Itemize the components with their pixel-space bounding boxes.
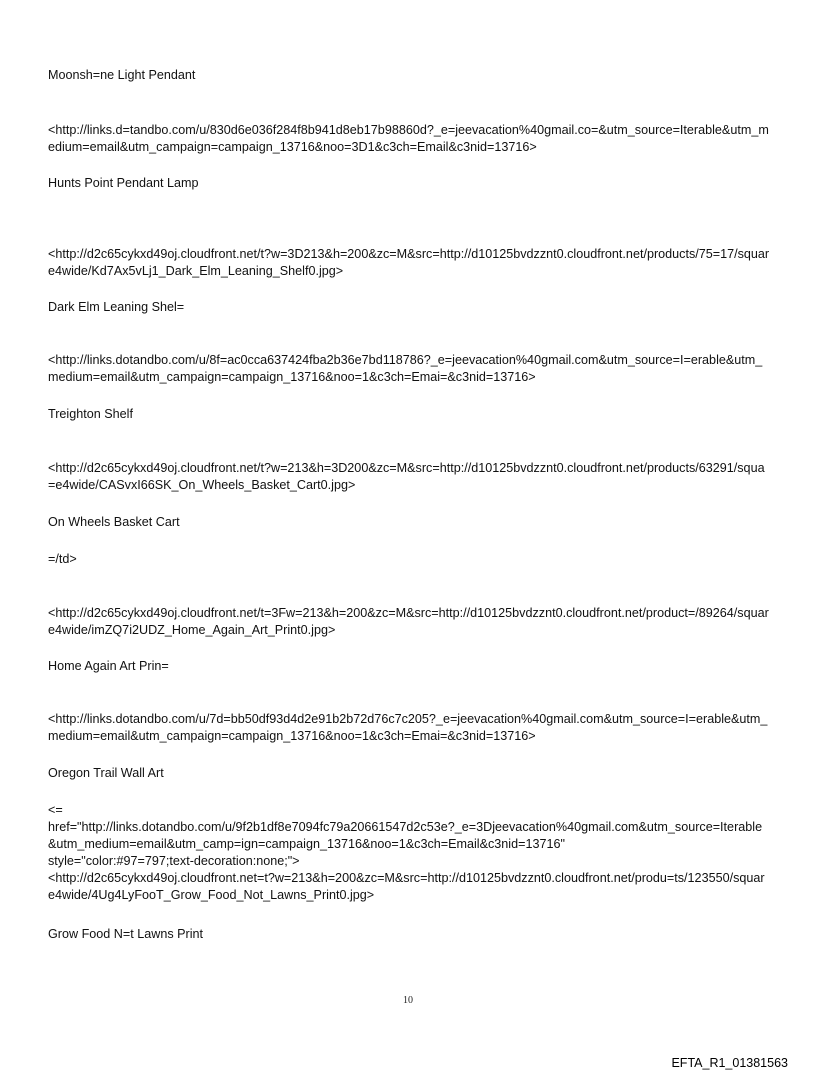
- text-line: Oregon Trail Wall Art: [48, 766, 164, 780]
- text-line: <= href="http://links.dotandbo.com/u/9f2b1df8e7094fc79a20661547d2c53e?_e=3Djeevacation%40gmail.com&utm_source=Iterable&utm_medium=email&utm_camp=ign=campaign_13716&noo=1&c3ch=Email&c3nid=13716" style="color:#97=797;text-decoration:none;"> <http://d2c65cykxd49oj.cloudfront.net=t?w=213&h=200&zc=M&src=http://d10125bvdzznt0.cloudfront.net/produ=ts/123550/square4wide/4Ug4LyFooT_Grow_Food_Not_Lawns_Print0.jpg>: [48, 803, 765, 902]
- text-line: <http://links.dotandbo.com/u/8f=ac0cca637424fba2b36e7bd118786?_e=jeevacation%40gmail.com&utm_source=I=erable&utm_medium=email&utm_campaign=campaign_13716&noo=1&c3ch=Emai=&c3nid=13716>: [48, 353, 763, 384]
- text-line: =/td>: [48, 552, 77, 566]
- text-line: Moonsh=ne Light Pendant: [48, 68, 196, 82]
- text-line: Home Again Art Prin=: [48, 659, 169, 673]
- text-line: Hunts Point Pendant Lamp: [48, 176, 199, 190]
- text-line: On Wheels Basket Cart: [48, 515, 180, 529]
- text-line: <http://d2c65cykxd49oj.cloudfront.net/t=3Fw=213&h=200&zc=M&src=http://d10125bvdzznt0.cloudfront.net/product=/89264/square4wide/imZQ7i2UDZ_Home_Again_Art_Print0.jpg>: [48, 606, 769, 637]
- text-line: <http://links.d=tandbo.com/u/830d6e036f284f8b941d8eb17b98860d?_e=jeevacation%40gmail.co=&utm_source=Iterable&utm_medium=email&utm_campaign=campaign_13716&noo=3D1&c3ch=Email&c3nid=13716>: [48, 123, 769, 154]
- text-line: <http://links.dotandbo.com/u/7d=bb50df93d4d2e91b2b72d76c7c205?_e=jeevacation%40gmail.com&utm_source=I=erable&utm_medium=email&utm_campaign=campaign_13716&noo=1&c3ch=Emai=&c3nid=13716>: [48, 712, 768, 743]
- text-line: <http://d2c65cykxd49oj.cloudfront.net/t?w=3D213&h=200&zc=M&src=http://d10125bvdzznt0.cloudfront.net/products/75=17/square4wide/Kd7Ax5vLj1_Dark_Elm_Leaning_Shelf0.jpg>: [48, 247, 770, 278]
- text-line: Dark Elm Leaning Shel=: [48, 300, 185, 314]
- text-line: Treighton Shelf: [48, 407, 133, 421]
- text-line: Grow Food N=t Lawns Print: [48, 927, 204, 941]
- text-line: <http://d2c65cykxd49oj.cloudfront.net/t?w=213&h=3D200&zc=M&src=http://d10125bvdzznt0.cloudfront.net/products/63291/squa=e4wide/CASvxI66SK_On_Wheels_Basket_Cart0.jpg>: [48, 461, 765, 492]
- document-id: EFTA_R1_01381563: [671, 1056, 788, 1070]
- page-number: 10: [403, 995, 413, 1006]
